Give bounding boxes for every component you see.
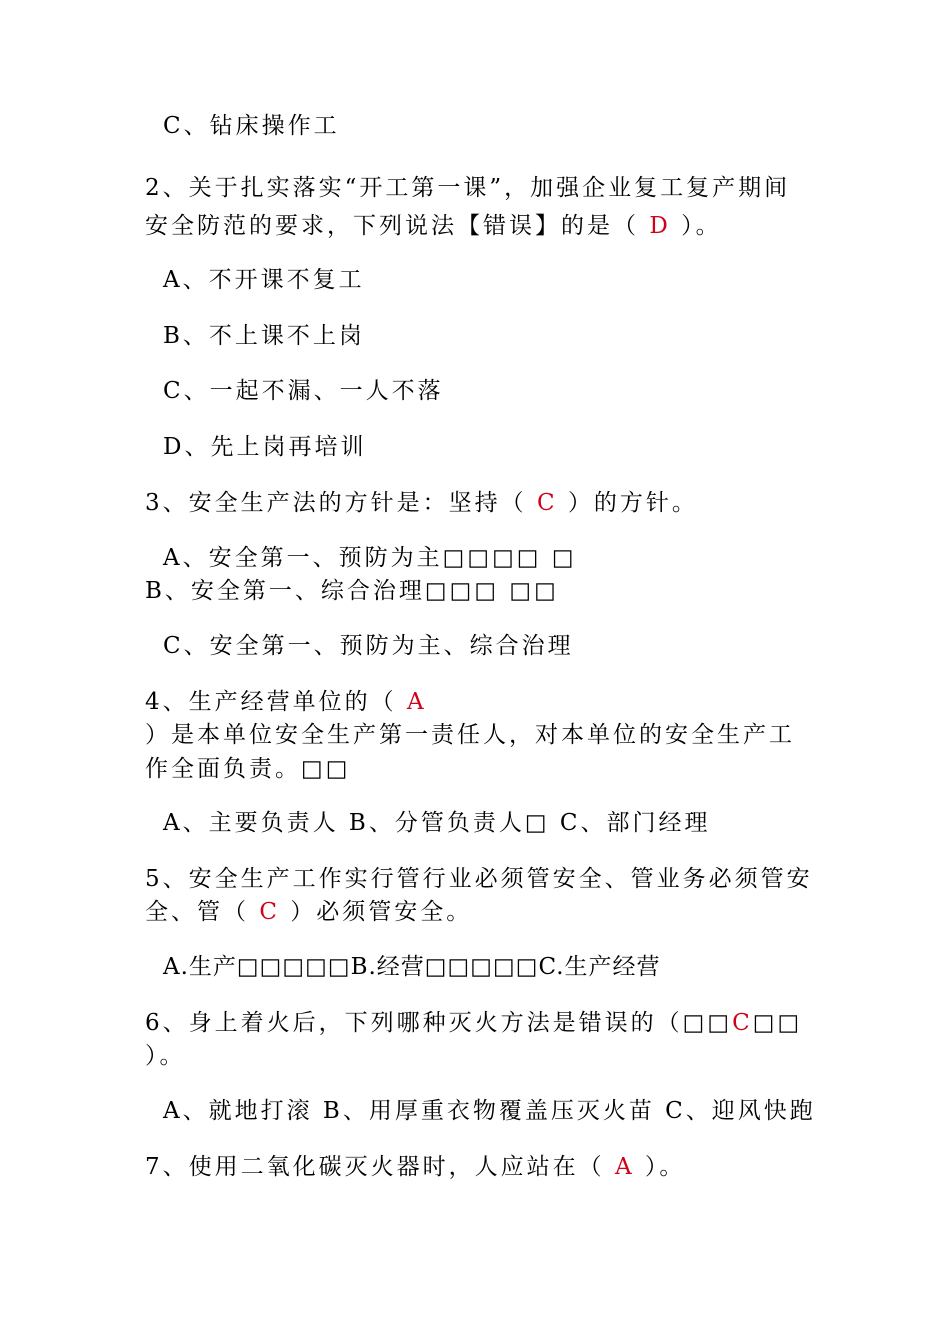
- q6-options: A、就地打滚 B、用厚重衣物覆盖压灭火苗 C、迎风快跑: [163, 1098, 816, 1124]
- q5-answer: C: [259, 899, 280, 925]
- q1-option-c: C、钻床操作工: [163, 113, 340, 139]
- q3-question: [145, 488, 698, 518]
- q3-option-c: C、安全第一、预防为主、综合治理: [163, 633, 574, 659]
- q5-options: A.生产□□□□□B.经营□□□□□C.生产经营: [163, 954, 661, 980]
- q6-answer: C: [732, 1010, 753, 1036]
- q3-answer: C: [536, 490, 558, 516]
- q6-question-tail: □□: [752, 1010, 803, 1036]
- q5-question-line1: 5、安全生产工作实行管行业必须管安全、管业务必须管安: [145, 866, 813, 892]
- q2-option-a: A、不开课不复工: [163, 267, 365, 293]
- q6-question-line1: [145, 1008, 802, 1038]
- q2-question-text: 安全防范的要求，下列说法【错误】的是（: [145, 213, 639, 239]
- q6-question-text: 6、身上着火后，下列哪种灭火方法是错误的（□□: [145, 1010, 733, 1036]
- q2-question-line2: [145, 211, 722, 241]
- q4-answer: A: [406, 689, 427, 715]
- q2-option-d: D、先上岗再培训: [163, 434, 367, 460]
- q4-options: A、主要负责人 B、分管负责人□ C、部门经理: [163, 810, 711, 836]
- q4-question-line2: ）是本单位安全生产第一责任人，对本单位的安全生产工: [145, 722, 795, 748]
- q2-question-tail: ）。: [681, 213, 722, 239]
- q7-question: [145, 1152, 685, 1182]
- q4-question-line3: 作全面负责。□□: [145, 756, 351, 782]
- q2-answer: D: [649, 213, 671, 239]
- q4-question-text: 4、生产经营单位的（: [145, 689, 397, 715]
- q5-question-line2: [145, 897, 472, 927]
- q6-question-line2: ）。: [145, 1043, 186, 1069]
- q2-option-b: B、不上课不上岗: [163, 323, 365, 349]
- q7-question-text: 7、使用二氧化碳灭火器时，人应站在（: [145, 1154, 605, 1180]
- q3-option-a: A、安全第一、预防为主□□□□ □: [163, 545, 577, 571]
- q3-question-tail: ）的方针。: [567, 490, 698, 516]
- q2-option-c: C、一起不漏、一人不落: [163, 378, 444, 404]
- q5-question-tail: ）必须管安全。: [290, 899, 473, 925]
- q4-question-line1: [145, 687, 427, 717]
- q7-question-tail: ）。: [644, 1154, 686, 1180]
- q7-answer: A: [614, 1154, 635, 1180]
- q5-question-text: 全、管（: [145, 899, 249, 925]
- q3-option-b: B、安全第一、综合治理□□□ □□: [145, 578, 559, 604]
- q2-question-line1: 2、关于扎实落实“开工第一课”，加强企业复工复产期间: [145, 175, 791, 201]
- q3-question-text: 3、安全生产法的方针是：坚持（: [145, 490, 527, 516]
